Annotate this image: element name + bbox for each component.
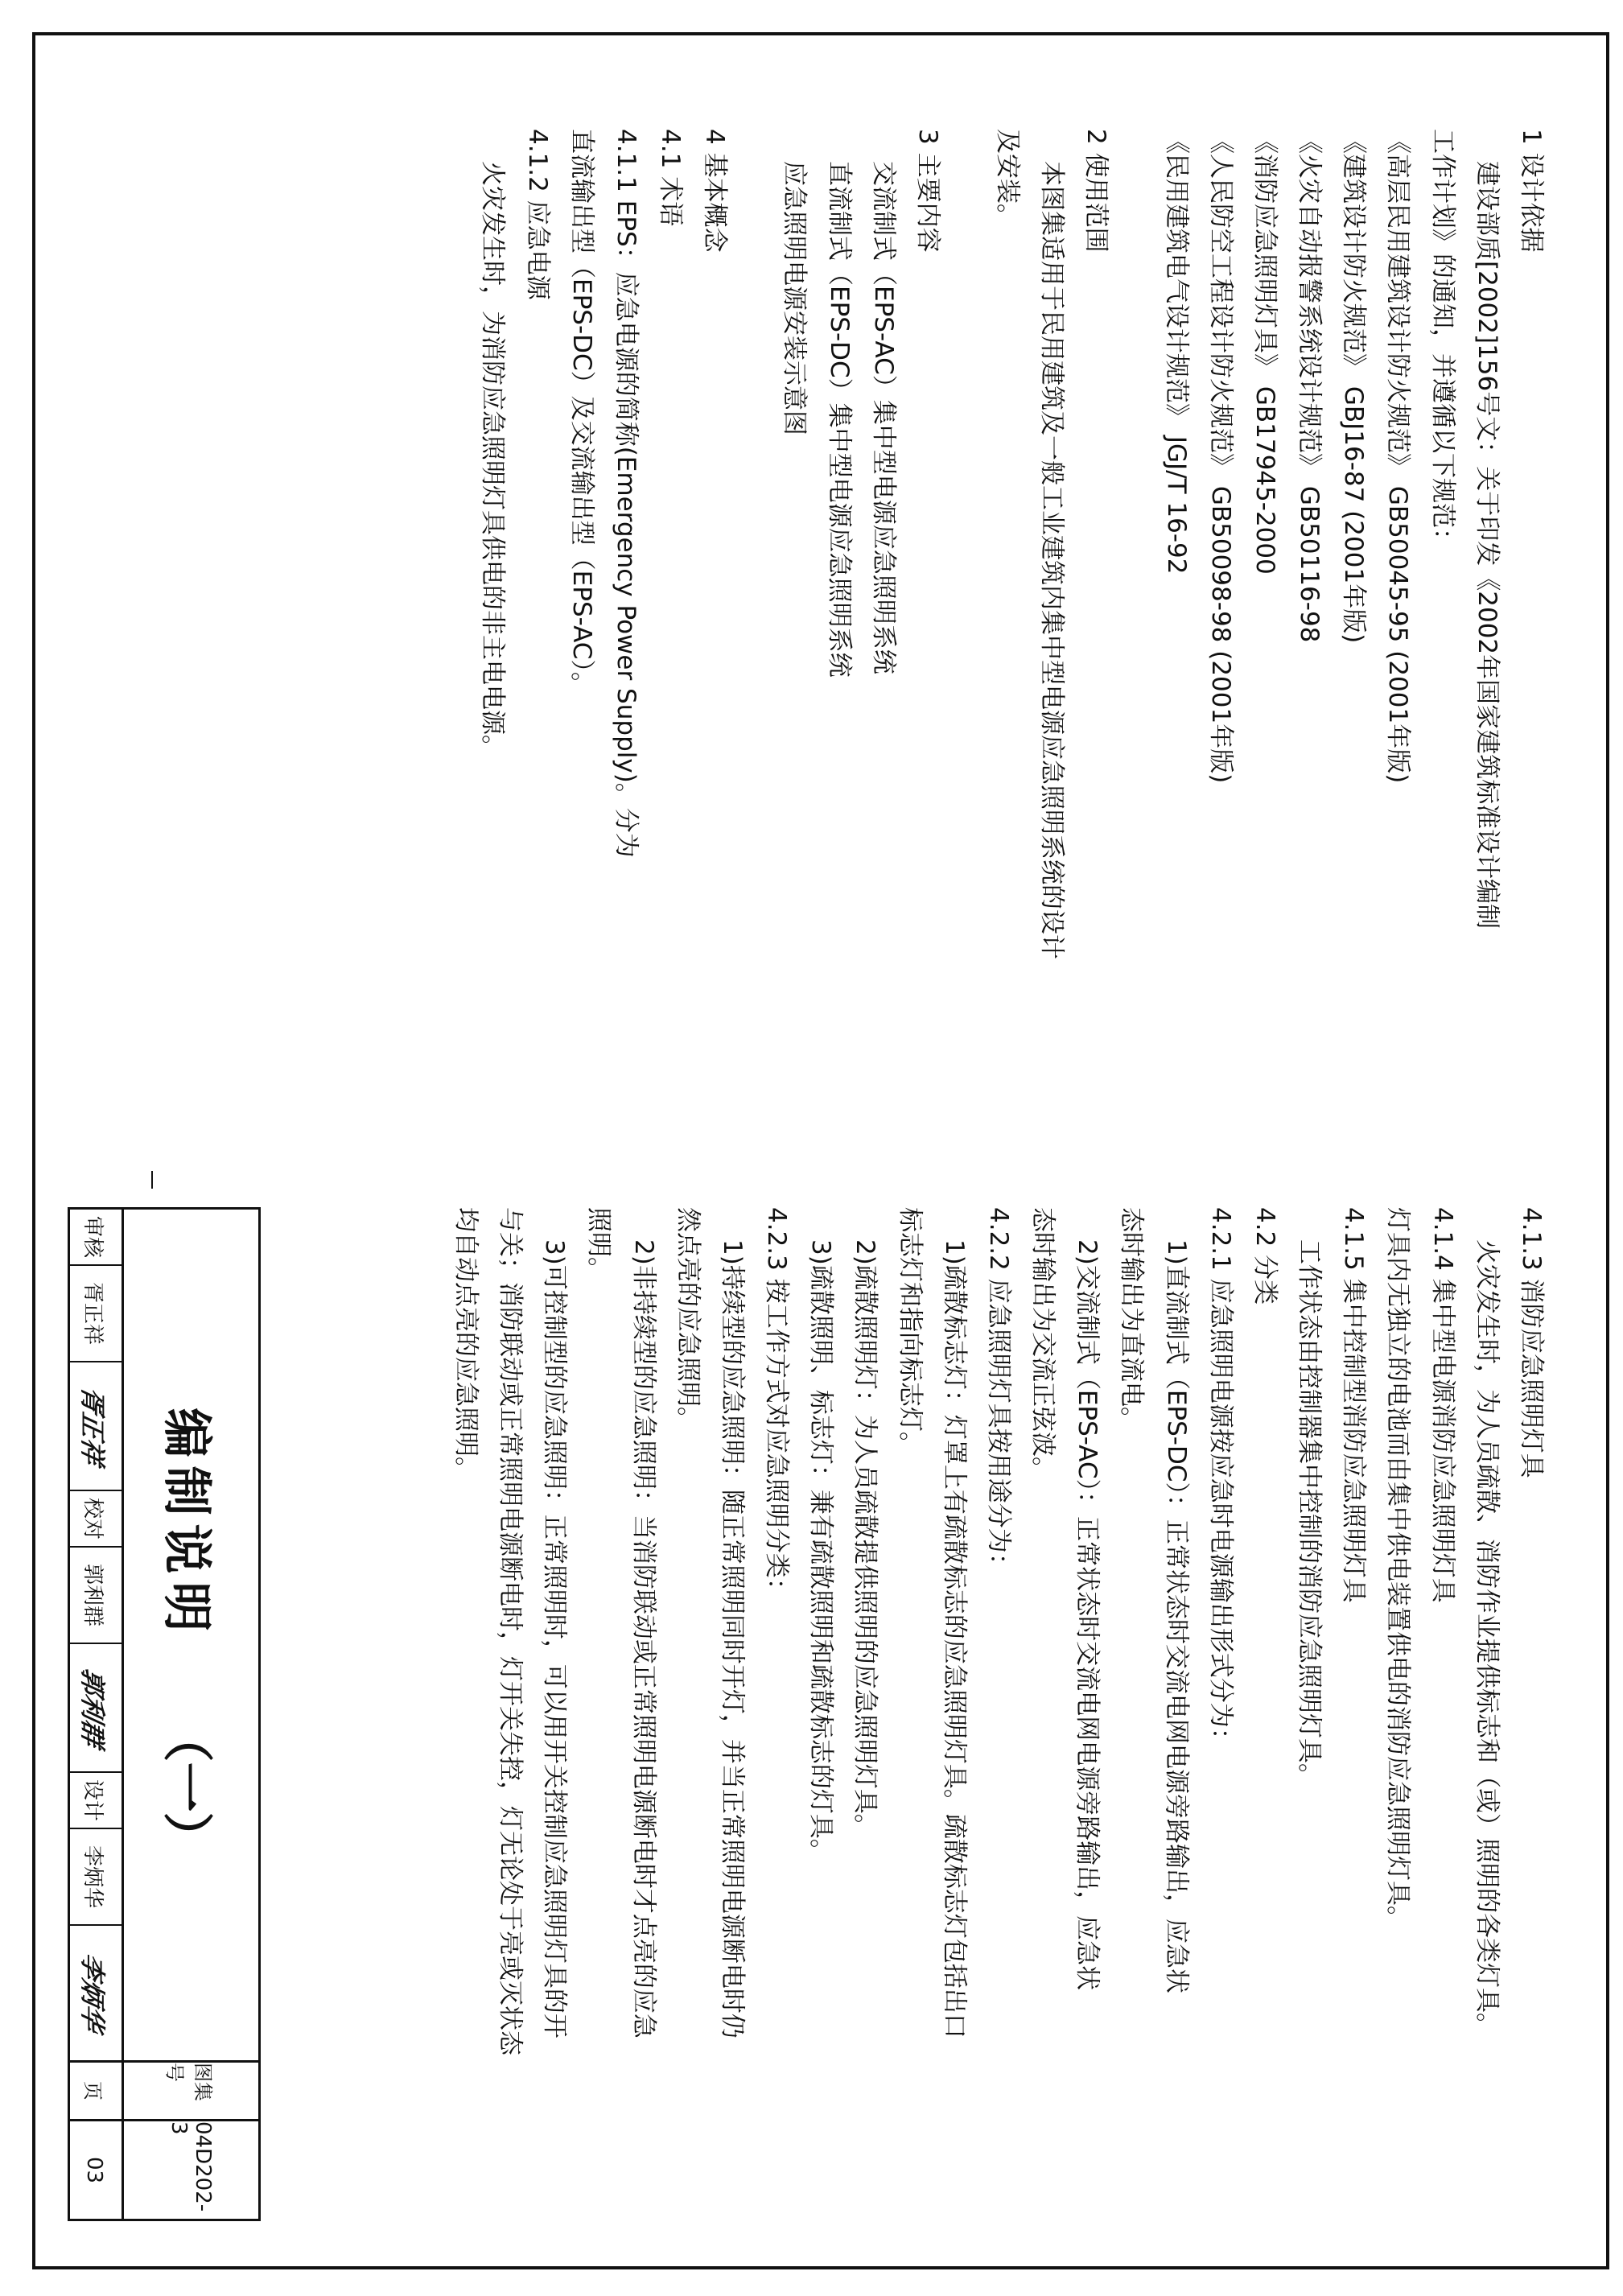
atlas-number-cell [122,2063,258,2219]
text-line: 工作状态由控制器集中控制的消防应急照明灯具。 [1295,1239,1324,1788]
text-line: 2)交流制式（EPS-AC）：正常状态时交流电网电源旁路输出，应急状 [1073,1239,1102,1991]
text-line: 均自动点亮的应急照明。 [451,1207,480,1482]
text-line: 3)可控制型的应急照明：正常照明时，可以用开关控制应急照明灯具的开 [540,1239,570,2038]
text-line: 《民用建筑电气设计规范》 JGJ/T 16-92 [1161,129,1191,575]
text-line: 4.2 分类 [1250,1207,1279,1305]
text-line: 《高层民用建筑设计防火规范》 GB50045-95 (2001年版) [1383,129,1413,784]
atlas-code-block [65,2063,258,2219]
text-line: 3 主要内容 [912,129,942,253]
text-line: 4.1.1 EPS：应急电源的简称(Emergency Power Supply)。分为 [611,129,641,858]
text-line: 然点亮的应急照明。 [673,1207,702,1432]
text-line: 4.1 术语 [656,129,686,227]
document-title: 编制说明 [158,1408,216,1640]
text-line: 直流输出型（EPS-DC）及交流输出型（EPS-AC）。 [566,129,596,697]
checker-signature-mark: 郭利群 [77,1665,109,1750]
text-line: 4.2.3 按工作方式对应急照明分类： [762,1207,792,1603]
text-line: 火灾发生时，为消防应急照明灯具供电的非主电电源。 [478,161,508,760]
text-line: 建设部质[2002]156号文：关于印发《2002年国家建筑标准设计编制 [1472,161,1501,930]
drawing-sheet [32,32,1609,2269]
title-block [68,1207,261,2221]
text-line: 4.1.4 集中型电源消防应急照明灯具 [1427,1207,1457,1603]
text-line: 1 设计依据 [1517,129,1546,253]
text-line: 标志灯和指向标志灯。 [895,1207,925,1457]
text-line: 《消防应急照明灯具》 GB17945-2000 [1250,129,1279,575]
text-line: 3)疏散照明、标志灯：兼有疏散照明和疏散标志的灯具。 [806,1239,836,1864]
text-line: 4.2.1 应急照明电源按应急时电源输出形式分为： [1205,1207,1235,1753]
atlas-number-label: 图集号 [124,2063,258,2121]
reviewer-signature [68,1362,122,1491]
text-line: 2 使用范围 [1081,129,1111,253]
text-line: 交流制式（EPS-AC）集中型电源应急照明系统 [868,161,898,674]
checker-name: 郭利群 [68,1548,122,1644]
checker-signature [68,1644,122,1773]
atlas-number-value: 04D202-3 [167,2121,216,2212]
text-line: 4.1.3 消防应急照明灯具 [1517,1207,1546,1478]
text-line: 灯具内无独立的电池而由集中供电装置供电的消防应急照明灯具。 [1383,1207,1413,1931]
text-line: 4 基本概念 [700,129,730,253]
text-line: 4.1.5 集中控制型消防应急照明灯具 [1339,1207,1369,1603]
text-line: 2)非持续型的应急照明：当消防联动或正常照明电源断电时才点亮的应急 [628,1239,658,2038]
text-line: 1)疏散标志灯：灯罩上有疏散标志的应急照明灯具。疏散标志灯包括出口 [939,1239,969,2038]
designer-name: 李炳华 [68,1829,122,1926]
reviewer-name: 胥正祥 [68,1266,122,1362]
signature-row [68,1210,122,2063]
text-line: 1)直流制式（EPS-DC）：正常状态时交流电网电源旁路输出，应急状 [1161,1239,1191,1993]
reviewer-signature-mark: 胥正祥 [77,1383,109,1468]
text-line: 火灾发生时，为人员疏散、消防作业提供标志和（或）照明的各类灯具。 [1472,1239,1501,2038]
designer-signature-mark: 李炳华 [77,1951,109,2035]
text-line: 《火灾自动报警系统设计规范》 GB50116-98 [1295,129,1324,643]
text-line: 态时输出为直流电。 [1117,1207,1147,1432]
text-line: 应急照明电源安装示意图 [780,161,809,435]
left-column [470,129,1553,1111]
text-line: 与关；消防联动或正常照明电源断电时，灯开关失控，灯无论处于亮或灭状态 [496,1207,525,2055]
page-value: 03 [82,2156,107,2184]
text-line: 1)持续型的应急照明：随正常照明同时开灯，并当正常照明电源断电时仍 [717,1239,747,2038]
page-label: 页 [68,2063,122,2121]
reviewer-role: 审核 [68,1210,122,1266]
text-line: 照明。 [584,1207,614,1282]
text-line: 《人民防空工程设计防火规范》 GB50098-98 (2001年版) [1205,129,1235,784]
designer-signature [68,1926,122,2060]
text-line: 直流制式（EPS-DC）集中型电源应急照明系统 [824,161,854,678]
title-area [122,1210,258,2063]
text-line: 4.1.2 应急电源 [522,129,552,300]
text-line: 工作计划》的通知，并遵循以下规范： [1427,129,1457,553]
checker-role: 校对 [68,1491,122,1548]
text-line: 态时输出为交流正弦波。 [1028,1207,1058,1482]
text-line: 及安装。 [993,129,1023,229]
document-title-number: （一） [158,1712,216,1862]
text-line: 《建筑设计防火规范》 GBJ16-87 (2001年版) [1339,129,1369,644]
margin-tick [151,1171,153,1189]
text-line: 4.2.2 应急照明灯具按用途分为： [983,1207,1013,1578]
designer-role: 设计 [68,1773,122,1829]
page-cell [68,2063,122,2219]
text-line: 2)疏散照明灯：为人员疏散提供照明的应急照明灯具。 [851,1239,880,1839]
right-column [443,1207,1553,2213]
text-line: 本图集适用于民用建筑及一般工业建筑内集中型电源应急照明系统的设计 [1037,161,1067,959]
